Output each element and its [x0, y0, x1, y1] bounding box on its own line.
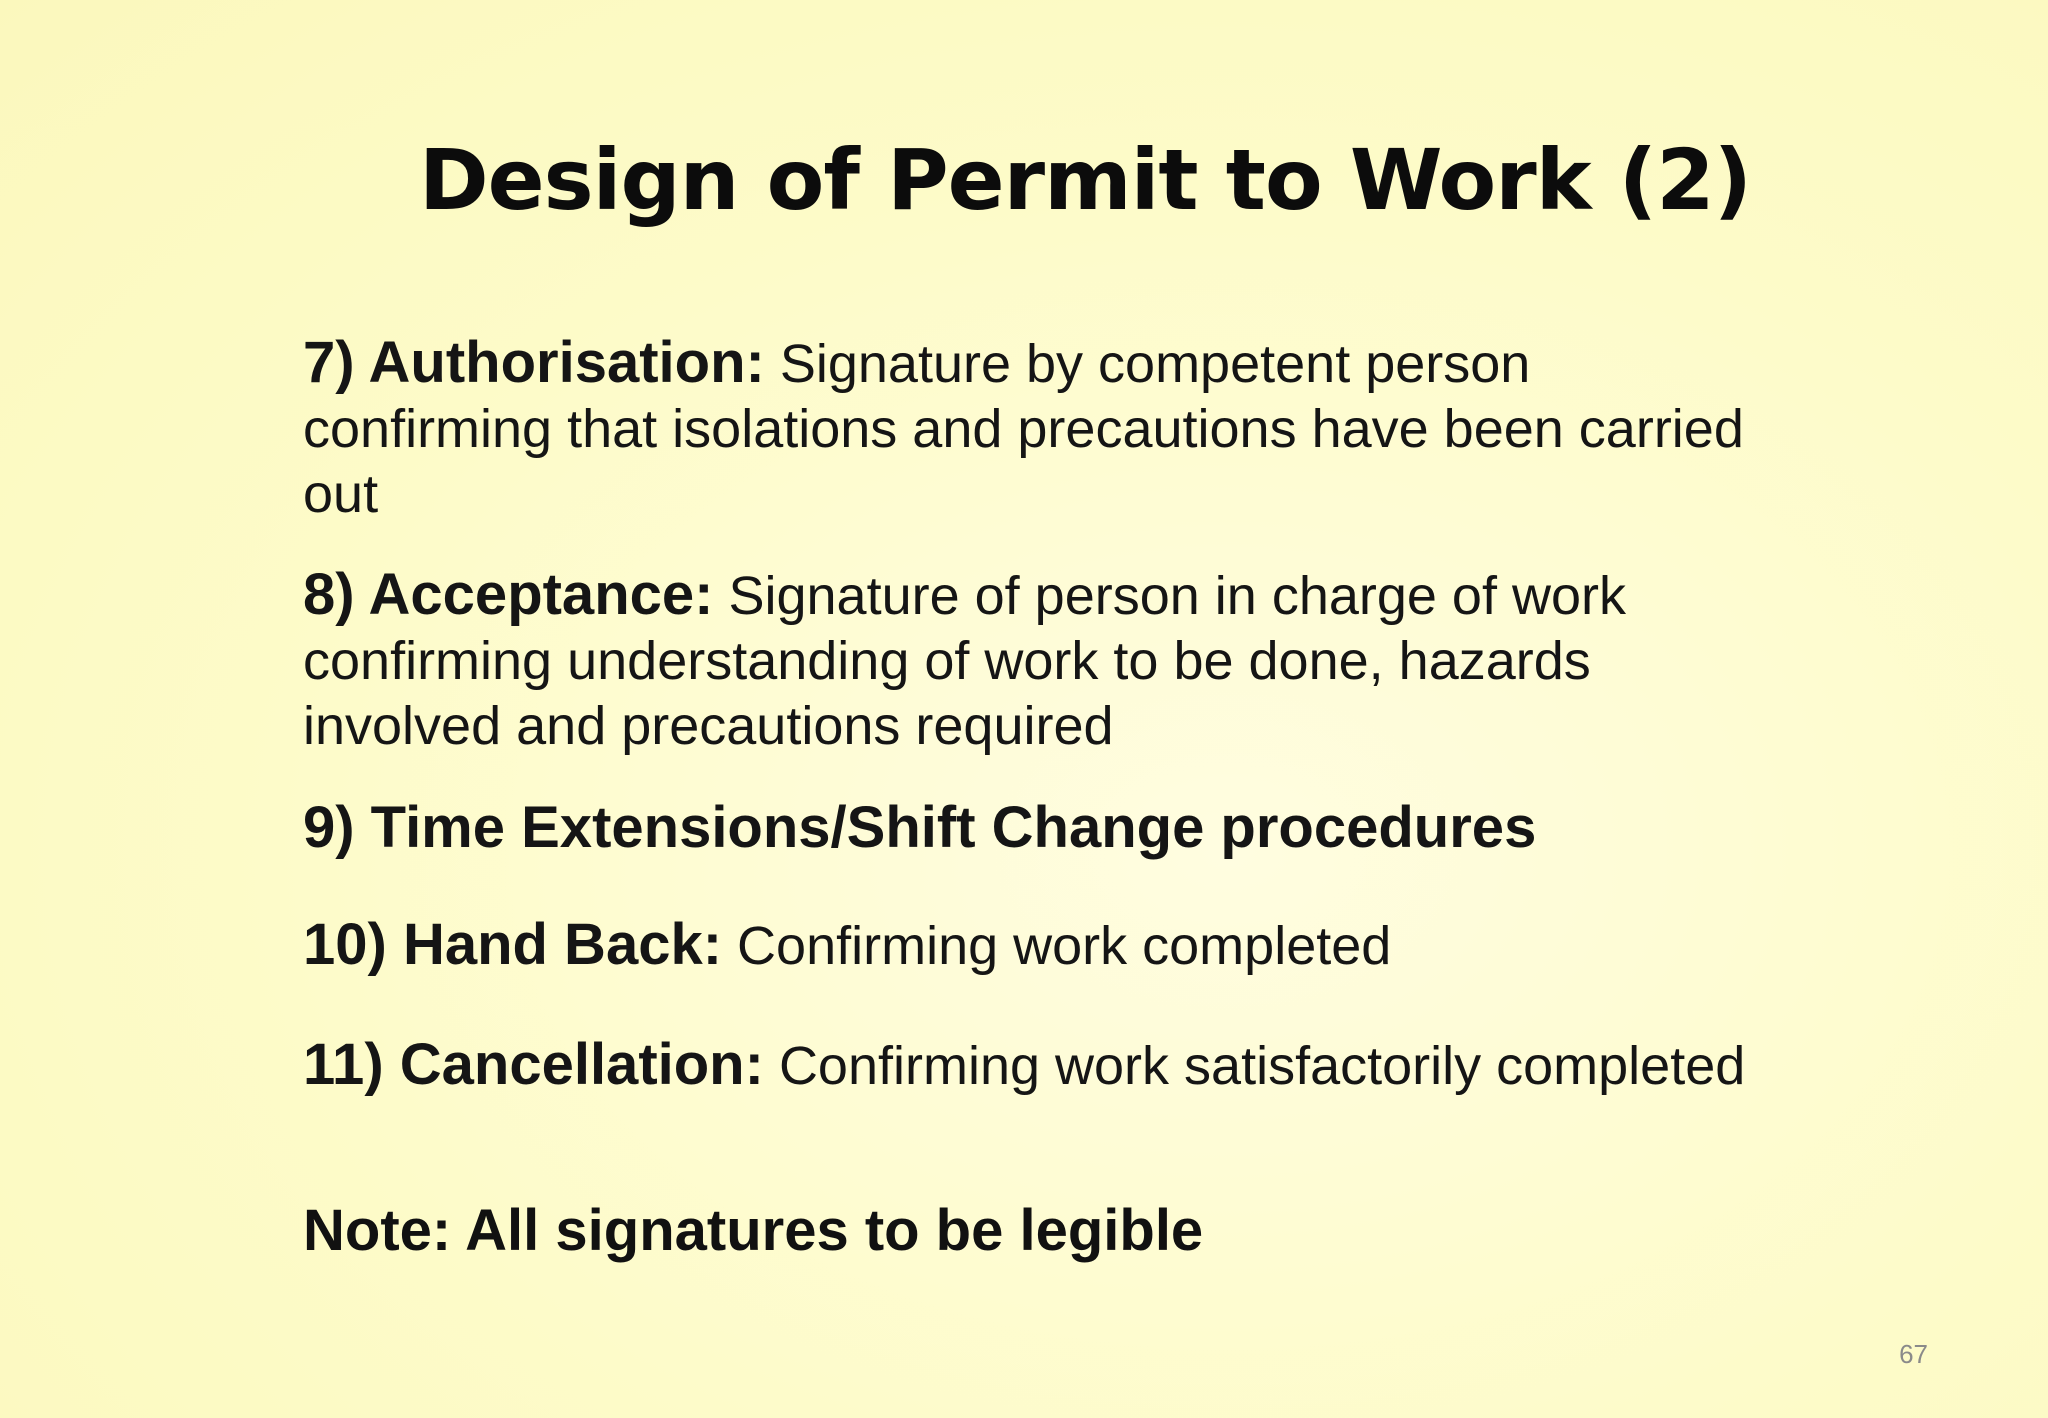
list-item-cancellation: [303, 1028, 1763, 1103]
item-description: Confirming work satisfactorily completed: [778, 1036, 1746, 1096]
note-text: Note: All signatures to be legible: [303, 1198, 1204, 1263]
page-number: 67: [1899, 1339, 1928, 1369]
item-heading: 8) Acceptance:: [303, 562, 714, 627]
item-heading: 11) Cancellation:: [303, 1032, 764, 1097]
item-heading: 9) Time Extensions/Shift Change procedures: [303, 795, 1537, 860]
item-heading: 7) Authorisation:: [303, 330, 765, 395]
slide-title: Design of Permit to Work (2): [418, 131, 1752, 229]
item-description: Signature by competent person confirming that isolations and precautions have been carried out: [303, 334, 1744, 524]
list-item-hand-back: [303, 912, 1763, 979]
item-description: Signature of person in charge of work confirming understanding of work to be done, hazards involved and precautions required: [303, 566, 1626, 756]
item-heading: 10) Hand Back:: [303, 912, 723, 977]
item-description: Confirming work completed: [737, 916, 1392, 976]
list-item-acceptance: [303, 562, 1763, 759]
list-item-authorisation: [303, 330, 1763, 527]
list-item-time-extensions: [303, 795, 1763, 862]
